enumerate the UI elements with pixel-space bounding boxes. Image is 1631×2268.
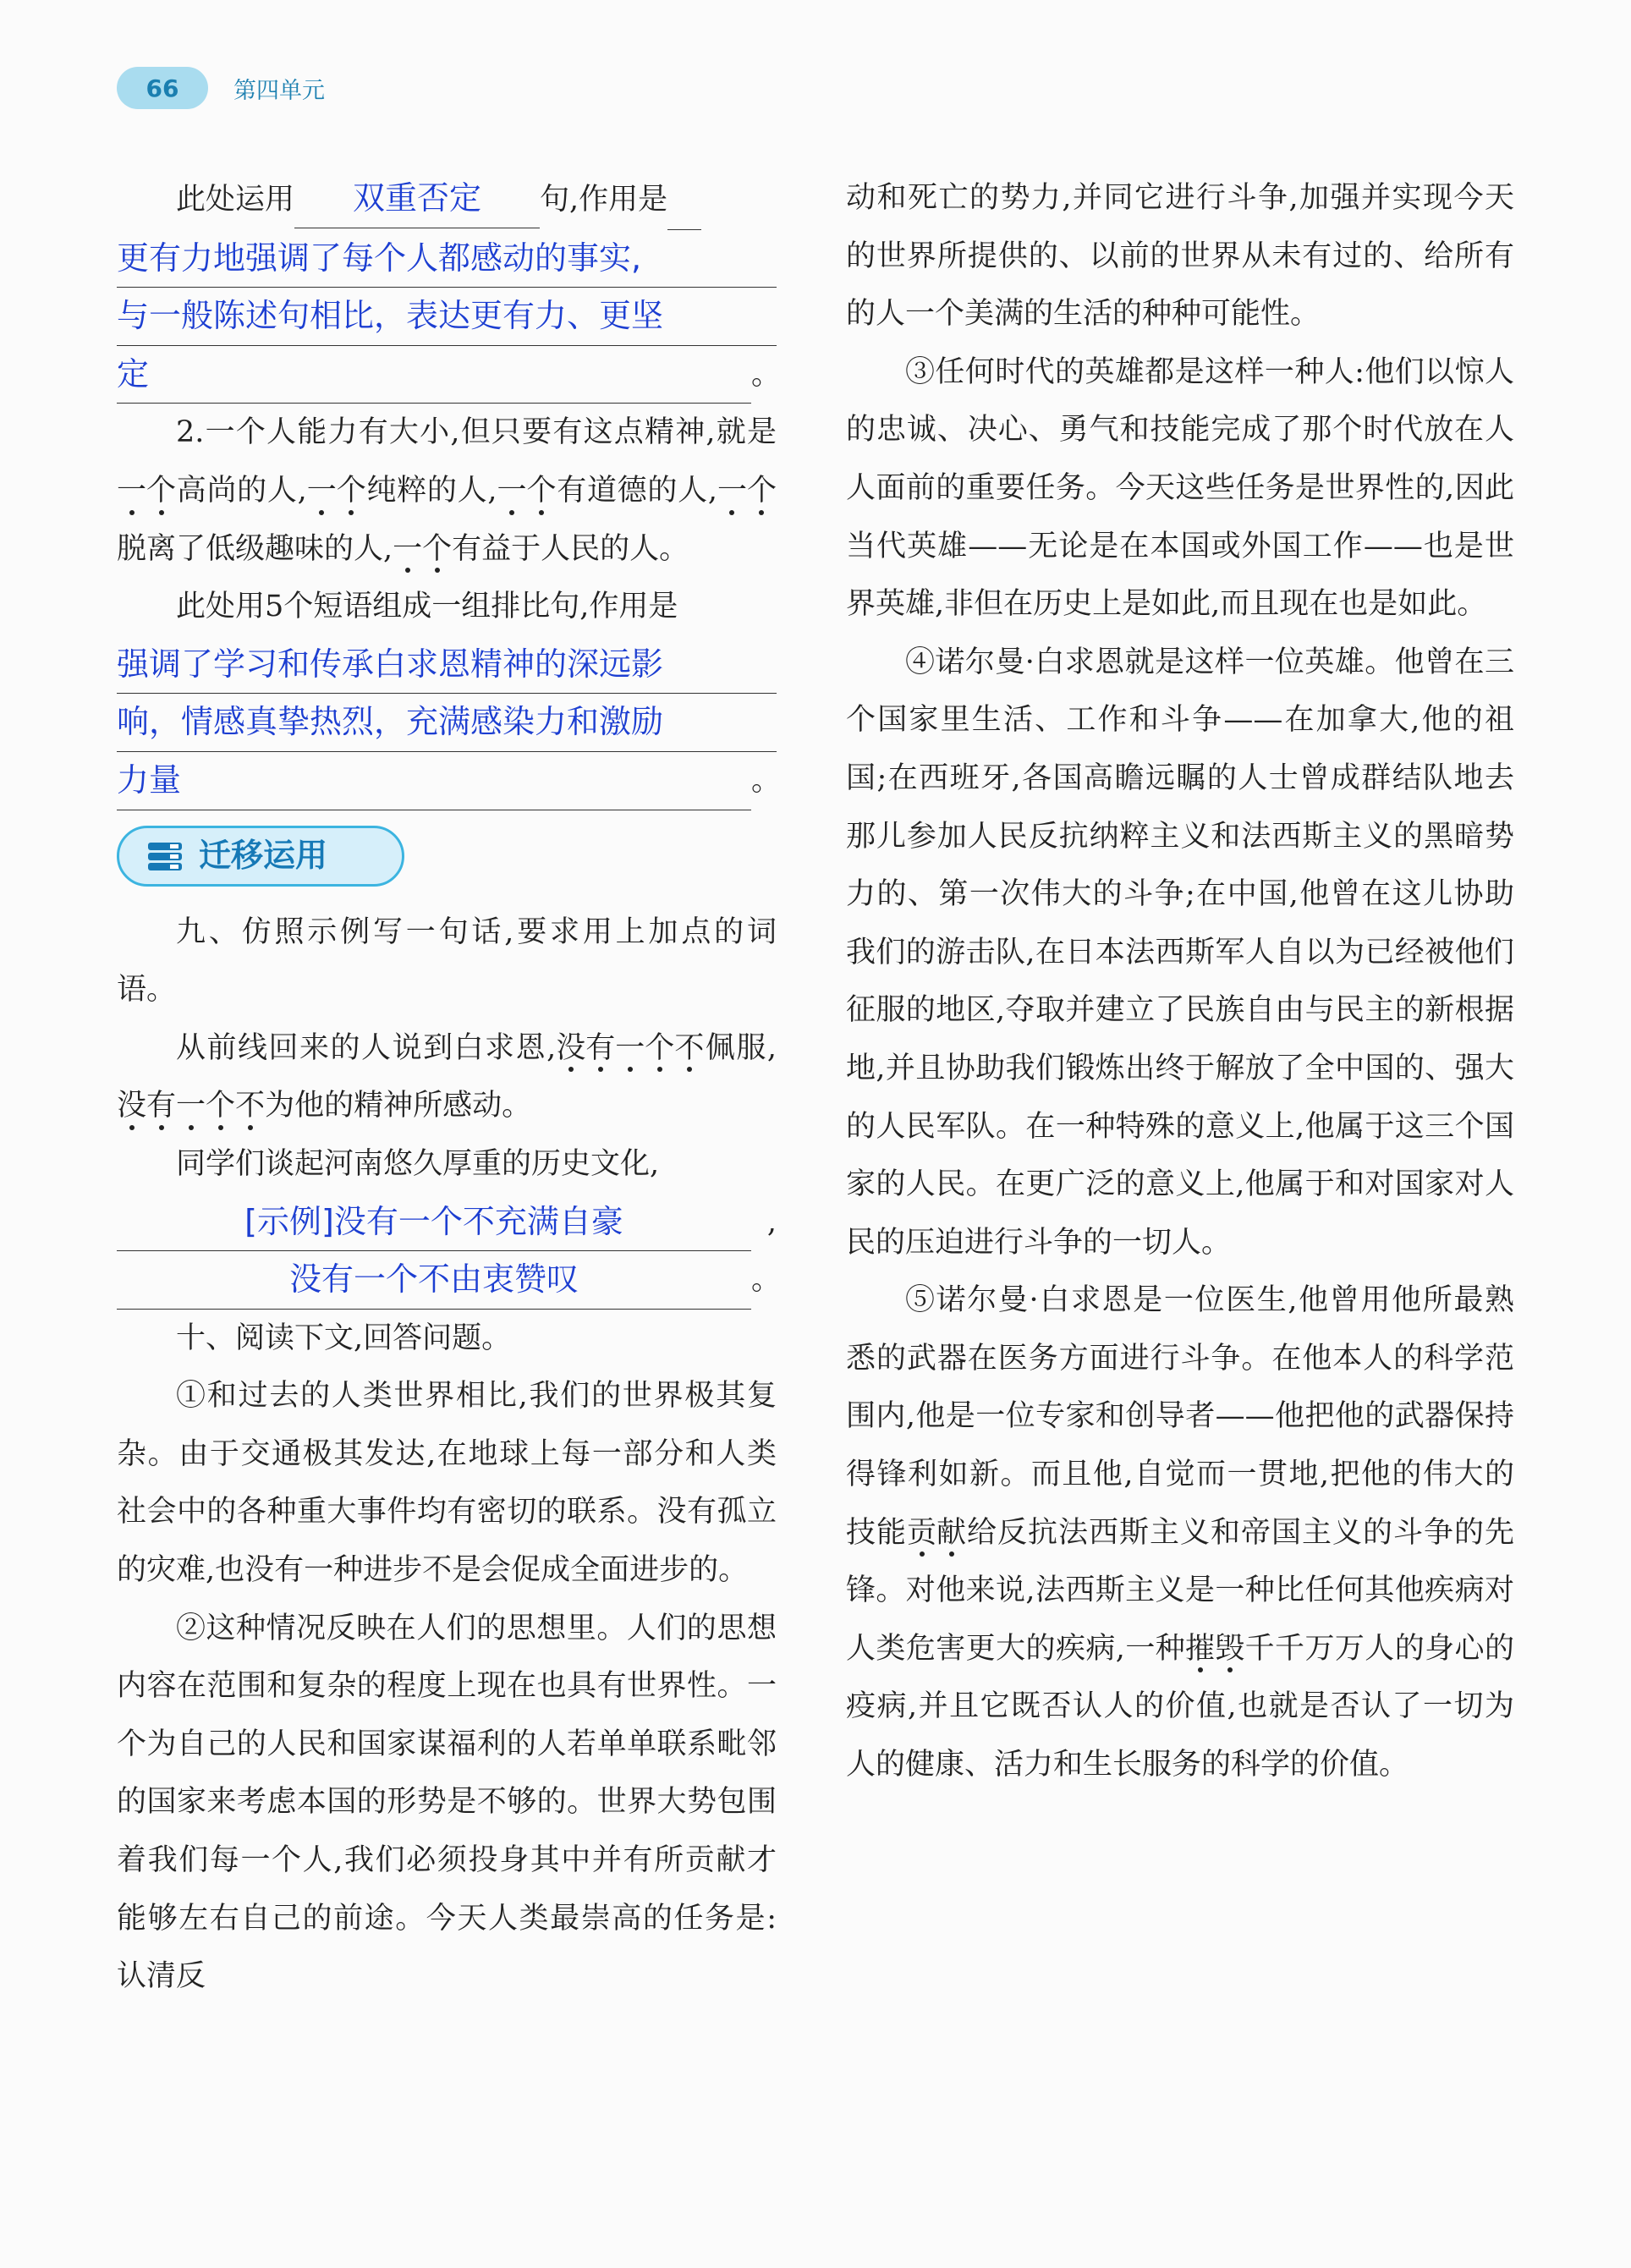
passage-paragraph-3: ③任何时代的英雄都是这样一种人:他们以惊人的忠诚、决心、勇气和技能完成了那个时代放在人人面前的重要任务。今天这些任务是世界性的,因此当代英雄——无论是在本国或外国工作——也是世界英雄,非但在历史上是如此,而且现在也是如此。: [846, 354, 1514, 622]
passage-paragraph-2-continued: 动和死亡的势力,并同它进行斗争,加强并实现今天的世界所提供的、以前的世界从未有过的、给所有的人一个美满的生活的种种可能性。: [846, 181, 1514, 332]
q1-line: 此处运用 双重否定 句,作用是: [117, 169, 777, 230]
q9-answer-line: 没有一个不由衷赞叹 。: [117, 1251, 777, 1310]
q1-answer-line: 定 。: [117, 346, 777, 404]
q1-answer-line: 与一般陈述句相比，表达更有力、更坚: [117, 288, 777, 346]
passage-paragraph-1: ①和过去的人类世界相比,我们的世界极其复杂。由于交通极其发达,在地球上每一部分和人类社会中的各种重大事件均有密切的联系。没有孤立的灾难,也没有一种进步不是会促成全面进步的。: [117, 1379, 777, 1588]
q2-answer-line: 响，情感真挚热烈，充满感染力和激励: [117, 694, 777, 752]
right-column: [846, 169, 1514, 1794]
passage-paragraph-5: ⑤诺尔曼·白求恩是一位医生,他曾用他所最熟悉的武器在医务方面进行斗争。在他本人的科学范围内,他是一位专家和创导者——他把他的武器保持得锋利如新。而且他,自觉而一贯地,把他的伟大的技能贡献给反抗法西斯主义和帝国主义的斗争的先锋。对他来说,法西斯主义是一种比任何其他疾病对人类危害更大的疾病,一种摧毁千千万万人的身心的疫病,并且它既否认人的价值,也就是否认了一切为人的健康、活力和生长服务的科学的价值。: [846, 1283, 1514, 1782]
page-header: [117, 66, 325, 110]
q2-quote: 2.一个人能力有大小,但只要有这点精神,就是一个高尚的人,一个纯粹的人,一个有道德的人,一个脱离了低级趣味的人,一个有益于人民的人。: [117, 404, 777, 578]
q10-title: 十、阅读下文,回答问题。: [176, 1321, 512, 1355]
passage-paragraph-2: ②这种情况反映在人们的思想里。人们的思想内容在范围和复杂的程度上现在也具有世界性。一个为自己的人民和国家谋福利的人若单单联系毗邻的国家来考虑本国的形势是不够的。世界大势包围着我们每一个人,我们必须投身其中并有所贡献才能够左右自己的前途。今天人类最崇高的任务是:认清反: [117, 1611, 777, 1994]
q2-answer-line: 强调了学习和传承白求恩精神的深远影: [117, 636, 777, 695]
q9-example: 从前线回来的人说到白求恩,没有一个不佩服,没有一个不为他的精神所感动。: [117, 1019, 777, 1135]
passage-paragraph-4: ④诺尔曼·白求恩就是这样一位英雄。他曾在三个国家里生活、工作和斗争——在加拿大,他的祖国;在西班牙,各国高瞻远瞩的人士曾成群结队地去那儿参加人民反抗纳粹主义和法西斯主义的黑暗势力的、第一次伟大的斗争;在中国,他曾在这儿协助我们的游击队,在日本法西斯军人自以为已经被他们征服的地区,夺取并建立了民族自由与民主的新根据地,并且协助我们锻炼出终于解放了全中国的、强大的人民军队。在一种特殊的意义上,他属于这三个国家的人民。在更广泛的意义上,他属于和对国家对人民的压迫进行斗争的一切人。: [846, 645, 1514, 1260]
q9-text: 九、仿照示例写一句话,要求用上加点的词语。: [117, 914, 777, 1008]
page-number-badge: 66: [117, 67, 208, 109]
q2-prompt: 此处用5个短语组成一组排比句,作用是: [176, 590, 678, 624]
q1-answer-line: 更有力地强调了每个人都感动的事实,: [117, 230, 777, 288]
q2-answer-line: 力量 。: [117, 752, 777, 810]
left-column: [117, 169, 782, 2006]
unit-title: 第四单元: [233, 77, 325, 104]
q9-prompt: 同学们谈起河南悠久厚重的历史文化,: [176, 1146, 660, 1181]
section-title: 迁移运用: [199, 837, 328, 875]
books-icon: [145, 839, 185, 873]
q1-blank-answer: 双重否定: [294, 169, 540, 228]
q9-answer-line: [示例]没有一个不充满自豪 ,: [117, 1194, 777, 1252]
section-badge-transfer: [117, 826, 404, 887]
